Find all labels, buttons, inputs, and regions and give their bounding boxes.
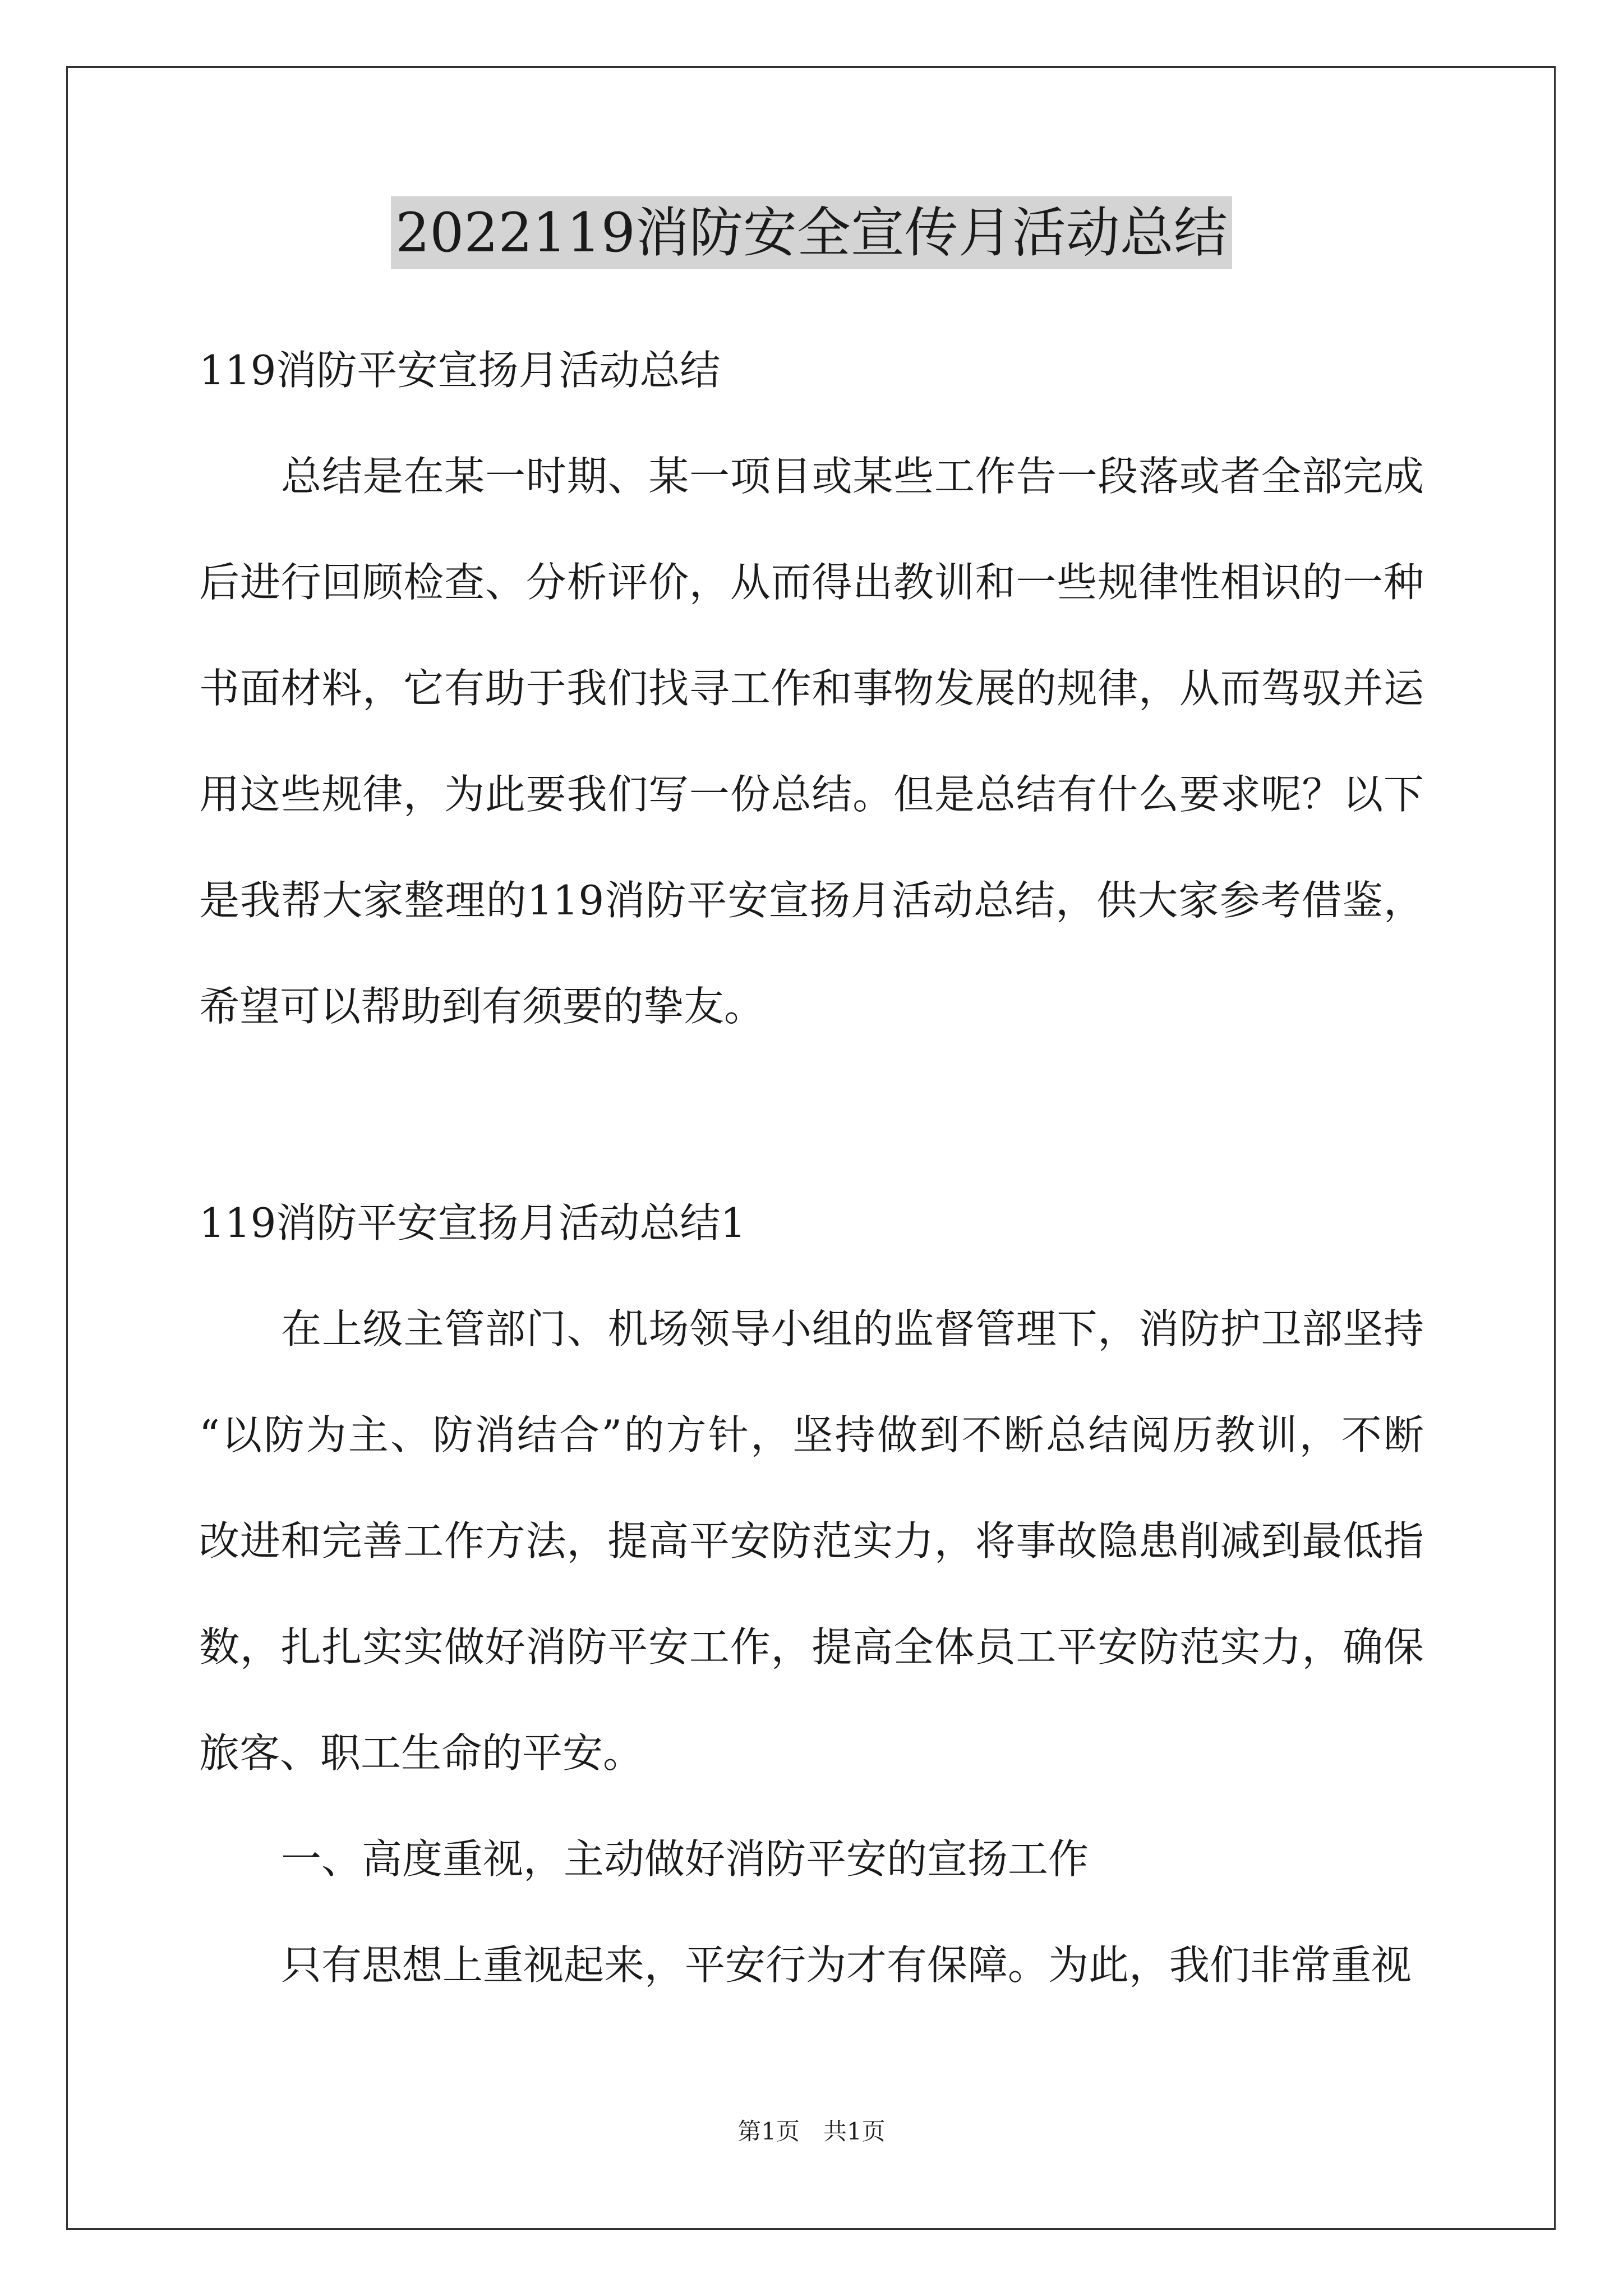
paragraph-line: 希望可以帮助到有须要的挚友。 [199, 983, 765, 1030]
paragraph-line: “以防为主、防消结合”的方针，坚持做到不断总结阅历教训，不断 [199, 1411, 1424, 1458]
paragraph-line: 后进行回顾检查、分析评价，从而得出教训和一些规律性相识的一种 [199, 559, 1424, 606]
paragraph-line: 一、高度重视，主动做好消防平安的宣扬工作 [281, 1835, 1089, 1883]
section-heading: 119消防平安宣扬月活动总结 [199, 347, 721, 394]
paragraph-line: 书面材料，它有助于我们找寻工作和事物发展的规律，从而驾驭并运 [199, 665, 1424, 712]
page-footer: 第1页 共1页 [737, 2118, 886, 2145]
paragraph-line: 旅客、职工生命的平安。 [199, 1729, 644, 1777]
paragraph-line: 总结是在某一时期、某一项目或某些工作告一段落或者全部完成 [281, 453, 1424, 500]
paragraph-line: 是我帮大家整理的119消防平安宣扬月活动总结，供大家参考借鉴， [199, 877, 1424, 924]
paragraph-line: 用这些规律，为此要我们写一份总结。但是总结有什么要求呢？以下 [199, 771, 1424, 818]
paragraph-line: 只有思想上重视起来，平安行为才有保障。为此，我们非常重视 [281, 1941, 1412, 1989]
document-body [199, 343, 1424, 2044]
title-container [0, 196, 1623, 269]
paragraph-line: 数，扎扎实实做好消防平安工作，提高全体员工平安防范实力，确保 [199, 1623, 1424, 1671]
section-heading: 119消防平安宣扬月活动总结1 [199, 1199, 746, 1246]
paragraph-gap [199, 1085, 1424, 1196]
document-title: 2022119消防安全宣传月活动总结 [391, 196, 1232, 269]
paragraph-line: 改进和完善工作方法，提高平安防范实力，将事故隐患削减到最低指 [199, 1517, 1424, 1565]
paragraph-line: 在上级主管部门、机场领导小组的监督管理下，消防护卫部坚持 [281, 1305, 1424, 1352]
